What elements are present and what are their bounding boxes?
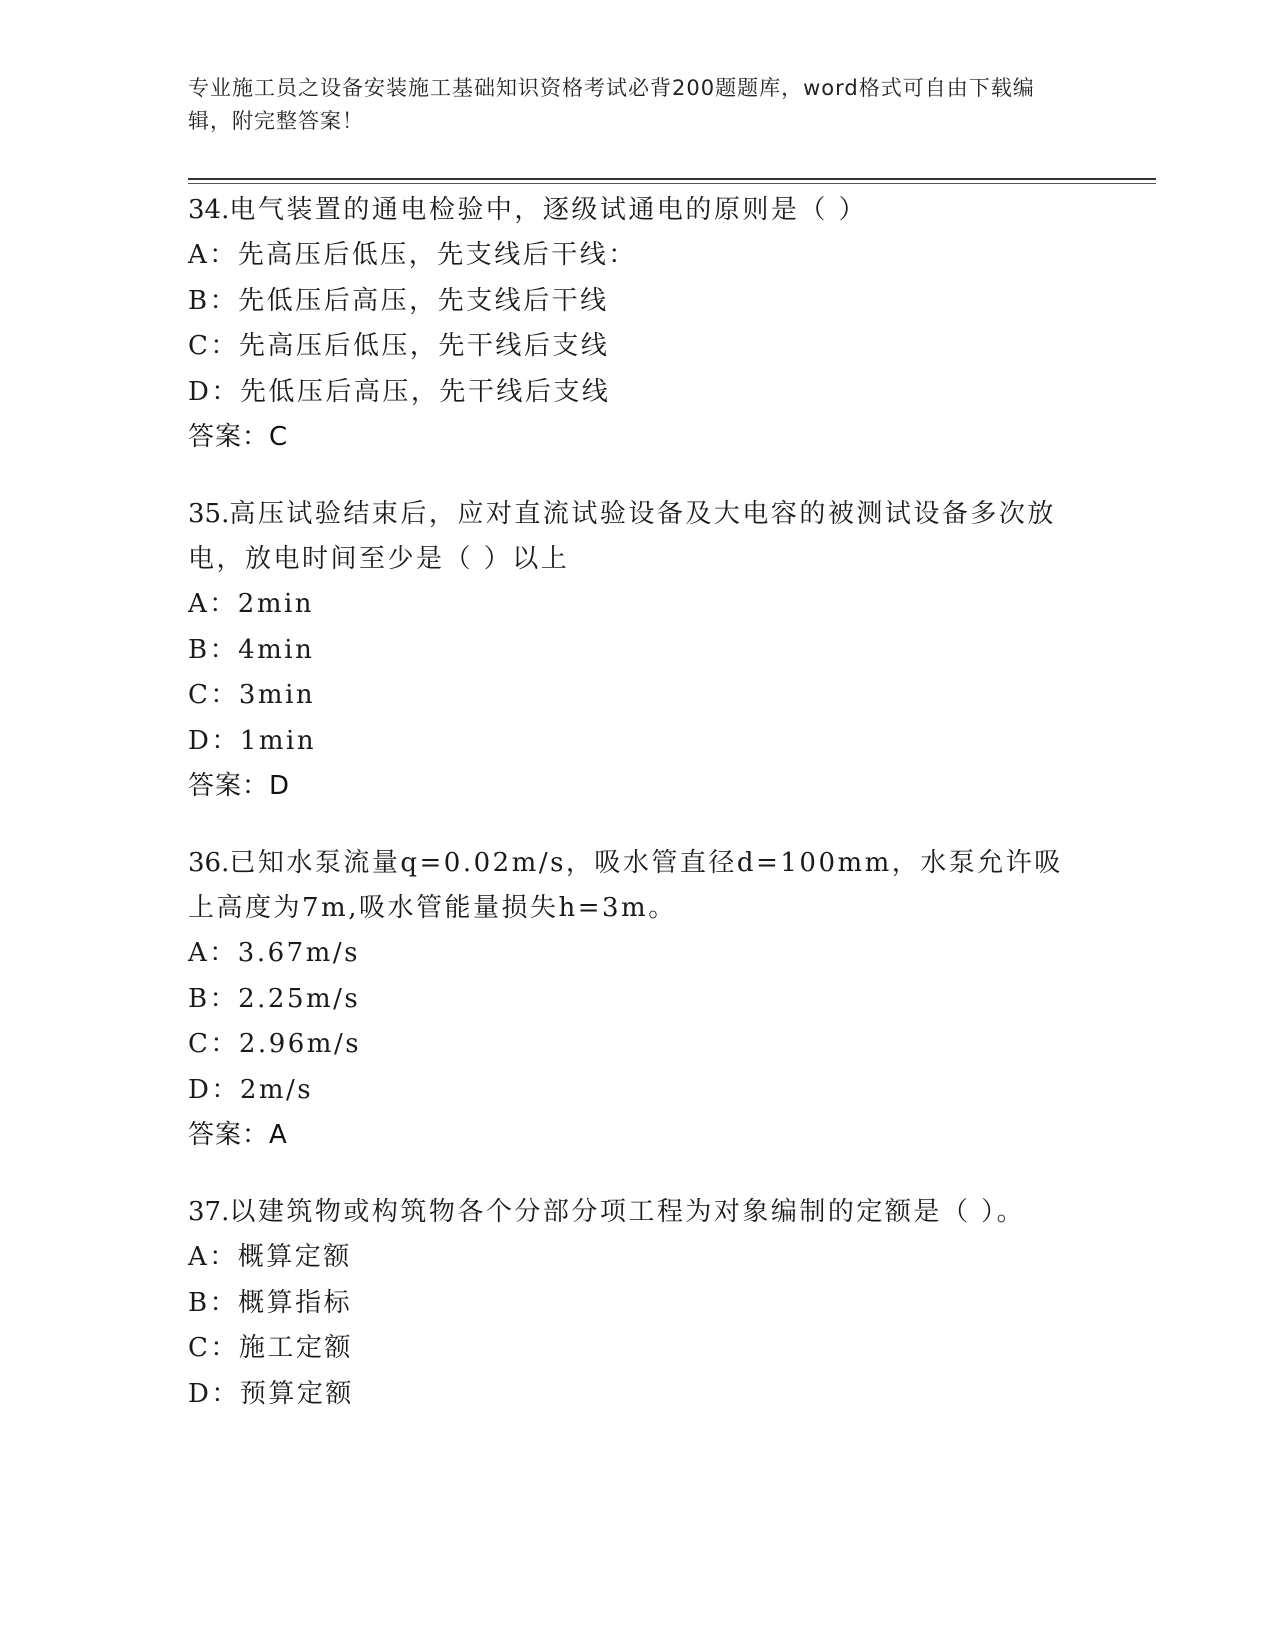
- option-b: B：4min: [188, 634, 315, 665]
- question-text: 电气装置的通电检验中，逐级试通电的原则是（ ）: [229, 195, 868, 225]
- answer-line: 答案：A: [188, 1120, 288, 1150]
- question-stem: [188, 841, 1088, 931]
- question-37: [188, 1190, 1088, 1417]
- option-c: C：3min: [188, 680, 316, 710]
- header-divider-thick: [188, 178, 1156, 180]
- option-c: C：2.96m/s: [188, 1029, 362, 1059]
- option-b: B：2.25m/s: [188, 983, 361, 1014]
- header-divider-thin: [188, 183, 1156, 184]
- question-35: [188, 492, 1088, 809]
- question-number: 34.: [188, 195, 230, 225]
- option-a: A：2min: [188, 589, 315, 619]
- question-text: 已知水泵流量q=0.02m/s，吸水管直径d=100mm，水泵允许吸上高度为7m,吸水管能量损失h=3m。: [188, 848, 1063, 923]
- option-d: D：1min: [188, 725, 317, 756]
- option-b: B：概算指标: [188, 1287, 353, 1318]
- question-number: 37.: [188, 1197, 230, 1227]
- question-number: 35.: [188, 499, 230, 529]
- question-36: [188, 841, 1088, 1158]
- option-a: A：3.67m/s: [188, 938, 360, 968]
- question-stem: [188, 1190, 1088, 1235]
- question-text: 高压试验结束后，应对直流试验设备及大电容的被测试设备多次放电，放电时间至少是（ ）以上: [188, 499, 1056, 574]
- question-34: [188, 188, 1088, 460]
- option-d: D：2m/s: [188, 1074, 314, 1105]
- option-a: A：概算定额: [188, 1242, 352, 1272]
- question-stem: [188, 188, 1088, 233]
- question-list: [188, 188, 1088, 1449]
- question-text: 以建筑物或构筑物各个分部分项工程为对象编制的定额是（ ）。: [229, 1197, 1026, 1227]
- question-number: 36.: [188, 848, 230, 878]
- option-d: D：预算定额: [188, 1378, 354, 1409]
- option-c: C：施工定额: [188, 1333, 353, 1363]
- question-stem: [188, 492, 1088, 582]
- option-a: A：先高压后低压，先支线后干线：: [188, 240, 637, 270]
- answer-line: 答案：C: [188, 422, 289, 452]
- document-header: 专业施工员之设备安装施工基础知识资格考试必背200题题库，word格式可自由下载编辑，附完整答案！: [188, 76, 1035, 133]
- option-d: D：先低压后高压，先干线后支线: [188, 376, 611, 407]
- option-c: C：先高压后低压，先干线后支线: [188, 331, 610, 361]
- option-b: B：先低压后高压，先支线后干线: [188, 285, 609, 316]
- answer-line: 答案：D: [188, 771, 291, 801]
